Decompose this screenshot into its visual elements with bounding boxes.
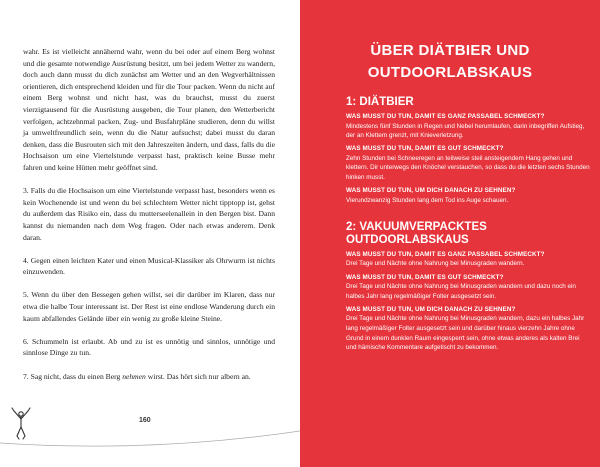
- chapter-title: [300, 40, 600, 84]
- answer: Vierundzwanzig Stunden lang dem Tod ins Auge schauen.: [346, 196, 509, 204]
- question: WAS MUSST DU TUN, UM DICH DANACH ZU SEHNEN?: [346, 305, 516, 313]
- paragraph-text: 7. Sag nicht, dass du einen Berg: [23, 371, 123, 381]
- paragraph-text: wirst. Das hört sich nur albern an.: [145, 371, 251, 381]
- paragraph: wahr. Es ist vielleicht annähernd wahr, wenn du bei oder auf einem Berg wohnst und die gesamte notwendige Ausrüstung besitzt, um bei jedem Wetter zu wandern, doch auch dann musst du dich zunächst am Wetter und an den Wegverhältnissen orientieren, dich entsprechend kleiden und für die Tour packen. Wenn du nicht auf einem Berg wohnst und nicht hast, was du brauchst, musst du zuerst vierzigtausend für die Ausrüstung ausgeben, die Tour planen, den Wetterbericht verfolgen, achtzehnmal packen, Zug- und Busfahrpläne studieren, denn du willst ja umweltfreundlich sein, wenn du die Natur aufsuchst; dabei musst du daran denken, dass die Busrouten sich mit den Jahreszeiten ändern, und dass, falls du die Hochsaison um eine Viertelstunde verpasst hast, praktisch keine Busse mehr fahren und keine Hütten mehr geöffnet sind.: [23, 47, 275, 172]
- emphasized-word: nehmen: [122, 371, 146, 381]
- paragraph: 6. Schummeln ist erlaubt. Ab und zu ist es unnötig und sinnlos, unnötige und sinnlose Dinge zu tun.: [23, 336, 275, 358]
- right-page-body: [346, 96, 591, 356]
- answer: Drei Tage und Nächte ohne Nahrung bei Minusgraden wandern, dazu ein halbes Jahr lang regelmäßiger Folter ausgesetzt sein und darüber hinaus vierzehn Jahre ohne Grund in einem dunklen Raum eingesperrt sein, ohne etwas anderes als kalten Brei und hämische Kommentare aufgetischt zu bekommen.: [346, 315, 585, 352]
- answer: Drei Tage und Nächte ohne Nahrung bei Minusgraden wandern.: [346, 260, 525, 268]
- heading-line: 2: VAKUUMVERPACKTES: [346, 220, 487, 233]
- paragraph: 3. Falls du die Hochsaison um eine Viertelstunde verpasst hast, besonders wenn es kein Wochenende ist und wenn du bei schlechtem Wetter nicht tipptopp ist, gehst du außerdem das Risiko ein, dass du mutterseelenallein in den Bergen bist. Dann kannst du niemanden nach dem Weg fragen. Oder nach etwas anderem. Denk daran.: [23, 186, 275, 242]
- spacer: [346, 209, 591, 221]
- page-curve: [0, 425, 300, 467]
- question: WAS MUSST DU TUN, DAMIT ES GUT SCHMECKT?: [346, 273, 504, 281]
- question: WAS MUSST DU TUN, UM DICH DANACH ZU SEHNEN?: [346, 187, 516, 195]
- answer: Zehn Stunden bei Schneeregen an teilweise steil ansteigendem Hang gehen und klettern. Dir unterwegs den Knöchel verstauchen, so dass du die letzten sechs Stunden hinken musst.: [346, 154, 590, 182]
- question: WAS MUSST DU TUN, DAMIT ES GUT SCHMECKT?: [346, 145, 504, 153]
- section-heading: 1: DIÄTBIER: [346, 96, 414, 108]
- answer: Mindestens fünf Stunden in Regen und Nebel herumlaufen, darin inbegriffen Aufstieg, der an Klettern grenzt, mit Knieverletzung.: [346, 122, 585, 140]
- title-line: OUTDOORLABSKAUS: [367, 64, 533, 81]
- paragraph-last: [23, 371, 275, 383]
- question: WAS MUSST DU TUN, DAMIT ES GANZ PASSABEL SCHMECKT?: [346, 113, 545, 120]
- section-heading: [346, 221, 591, 247]
- title-line: ÜBER DIÄTBIER UND: [370, 42, 530, 59]
- heading-line: OUTDOORLABSKAUS: [346, 233, 469, 246]
- answer: Drei Tage und Nächte ohne Nahrung bei Minusgraden wandern und dazu noch ein halbes Jahr lang regelmäßiger Folter ausgesetzt sein.: [346, 283, 576, 300]
- page-number: 160: [139, 417, 151, 424]
- paragraph: 4. Gegen einen leichten Kater und einen Musical-Klassiker als Ohrwurm ist nichts einzuwenden.: [23, 255, 275, 277]
- paragraph: 5. Wenn du über den Bessegen gehen willst, sei dir darüber im Klaren, dass nur etwa die halbe Tour interessant ist. Der Rest ist eine endlose Wanderung durch ein kaum abfallendes Gelände über ein wenig zu große kleine Steine.: [23, 290, 275, 323]
- question: WAS MUSST DU TUN, DAMIT ES GANZ PASSABEL SCHMECKT?: [346, 250, 545, 258]
- left-page-body: [23, 46, 275, 382]
- right-page: [300, 0, 600, 467]
